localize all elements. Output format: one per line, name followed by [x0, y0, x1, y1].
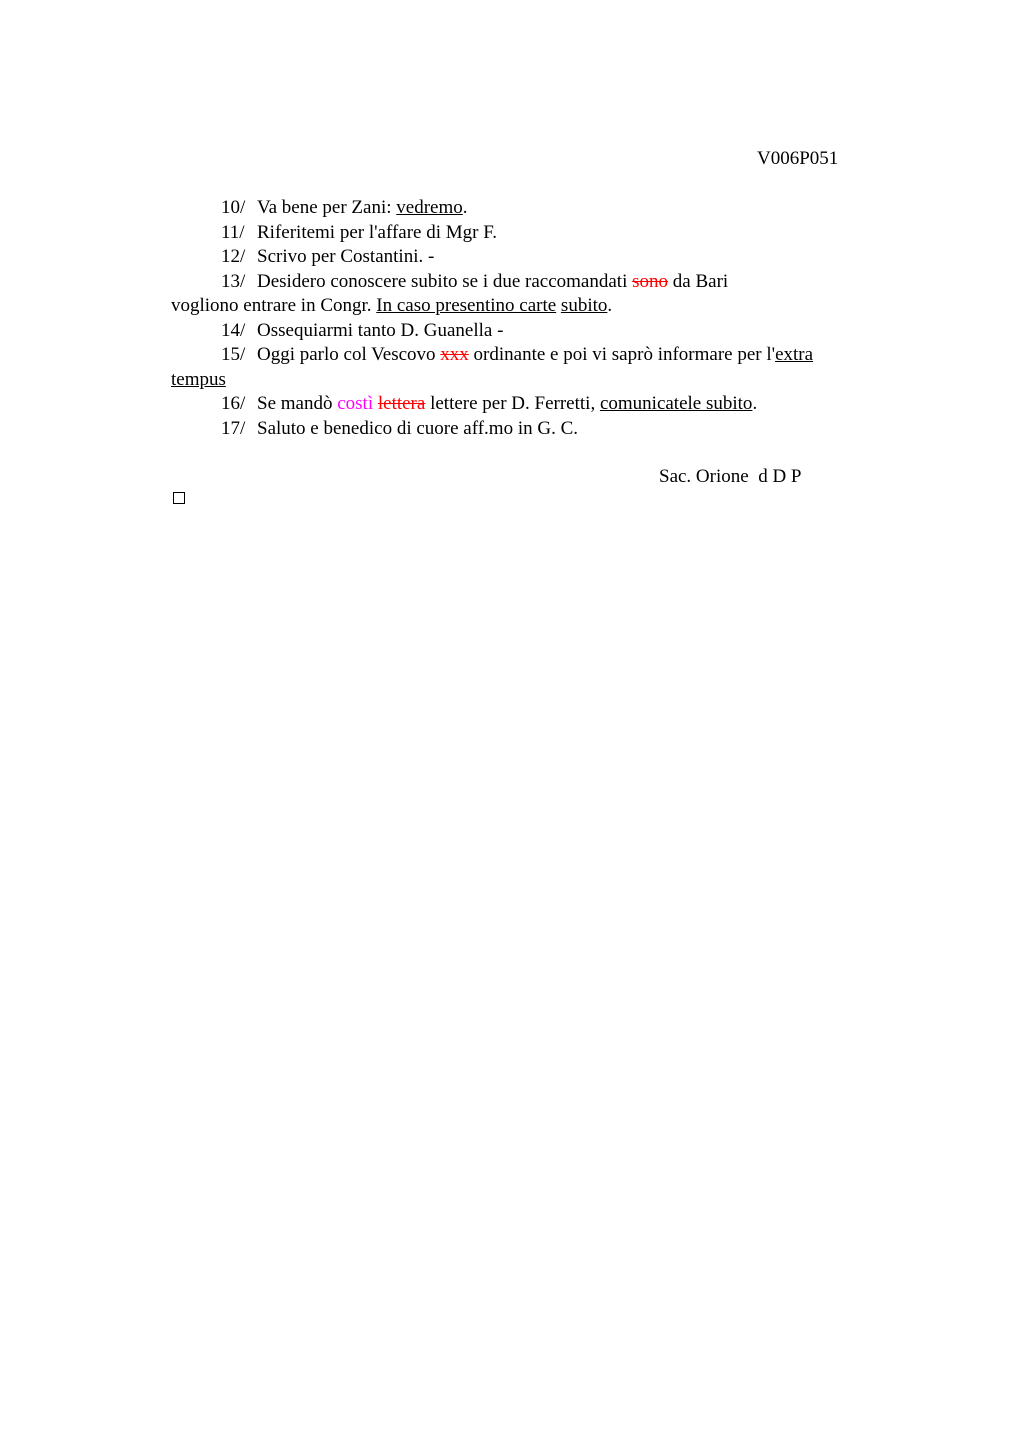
text-segment: Riferitemi per l'affare di Mgr F.	[257, 221, 498, 243]
item-number: 14/	[221, 319, 246, 341]
letter-item	[171, 245, 871, 270]
inserted-text: costì	[337, 393, 374, 414]
text-segment: Scrivo per Costantini. -	[257, 246, 435, 267]
letter-item	[171, 196, 871, 221]
letter-item	[171, 417, 871, 442]
letter-item	[171, 319, 871, 344]
letter-item	[171, 221, 871, 246]
underlined-text: vedremo	[396, 197, 463, 218]
text-segment: .	[462, 197, 468, 218]
item-number: 15/	[221, 344, 246, 365]
text-segment: da Bari	[668, 270, 729, 292]
text-segment: .	[607, 295, 613, 316]
item-number: 13/	[221, 270, 246, 292]
letter-item	[171, 343, 871, 368]
document-id: V006P051	[757, 148, 839, 169]
text-segment: Desidero conoscere subito se i due raccomandati	[257, 270, 633, 292]
text-segment: .	[752, 393, 758, 414]
letter-item-continuation	[171, 294, 871, 319]
underlined-text: In caso presentino carte	[376, 295, 557, 316]
underlined-text: comunicatele subito	[599, 393, 753, 414]
item-number: 10/	[221, 197, 246, 218]
item-number: 16/	[221, 393, 246, 414]
underlined-text: tempus	[171, 368, 226, 390]
item-number: 12/	[221, 246, 246, 267]
letter-body	[171, 196, 871, 441]
letter-item	[171, 392, 871, 417]
item-number: 11/	[221, 221, 245, 243]
underlined-text: subito	[560, 295, 608, 316]
deleted-text: lettera	[377, 393, 426, 414]
text-segment: Oggi parlo col Vescovo	[257, 344, 441, 365]
text-segment: Se mandò	[257, 393, 338, 414]
item-number: 17/	[221, 417, 246, 439]
end-marker-box	[173, 492, 185, 504]
letter-item-continuation	[171, 368, 871, 393]
letter-item	[171, 270, 871, 295]
text-segment: Ossequiarmi tanto D. Guanella -	[257, 319, 504, 341]
deleted-text: sono	[632, 270, 669, 292]
deleted-text: xxx	[440, 344, 469, 365]
text-segment: lettere per D. Ferretti,	[425, 393, 600, 414]
text-segment: ordinante e poi vi saprò informare per l'	[468, 344, 776, 365]
text-segment: Va bene per Zani:	[257, 197, 397, 218]
underlined-text: extra	[775, 344, 814, 365]
text-segment: vogliono entrare in Congr.	[171, 295, 377, 316]
text-segment: Saluto e benedico di cuore aff.mo in G. C.	[257, 417, 578, 439]
signature: Sac. Orione d D P	[659, 466, 802, 487]
